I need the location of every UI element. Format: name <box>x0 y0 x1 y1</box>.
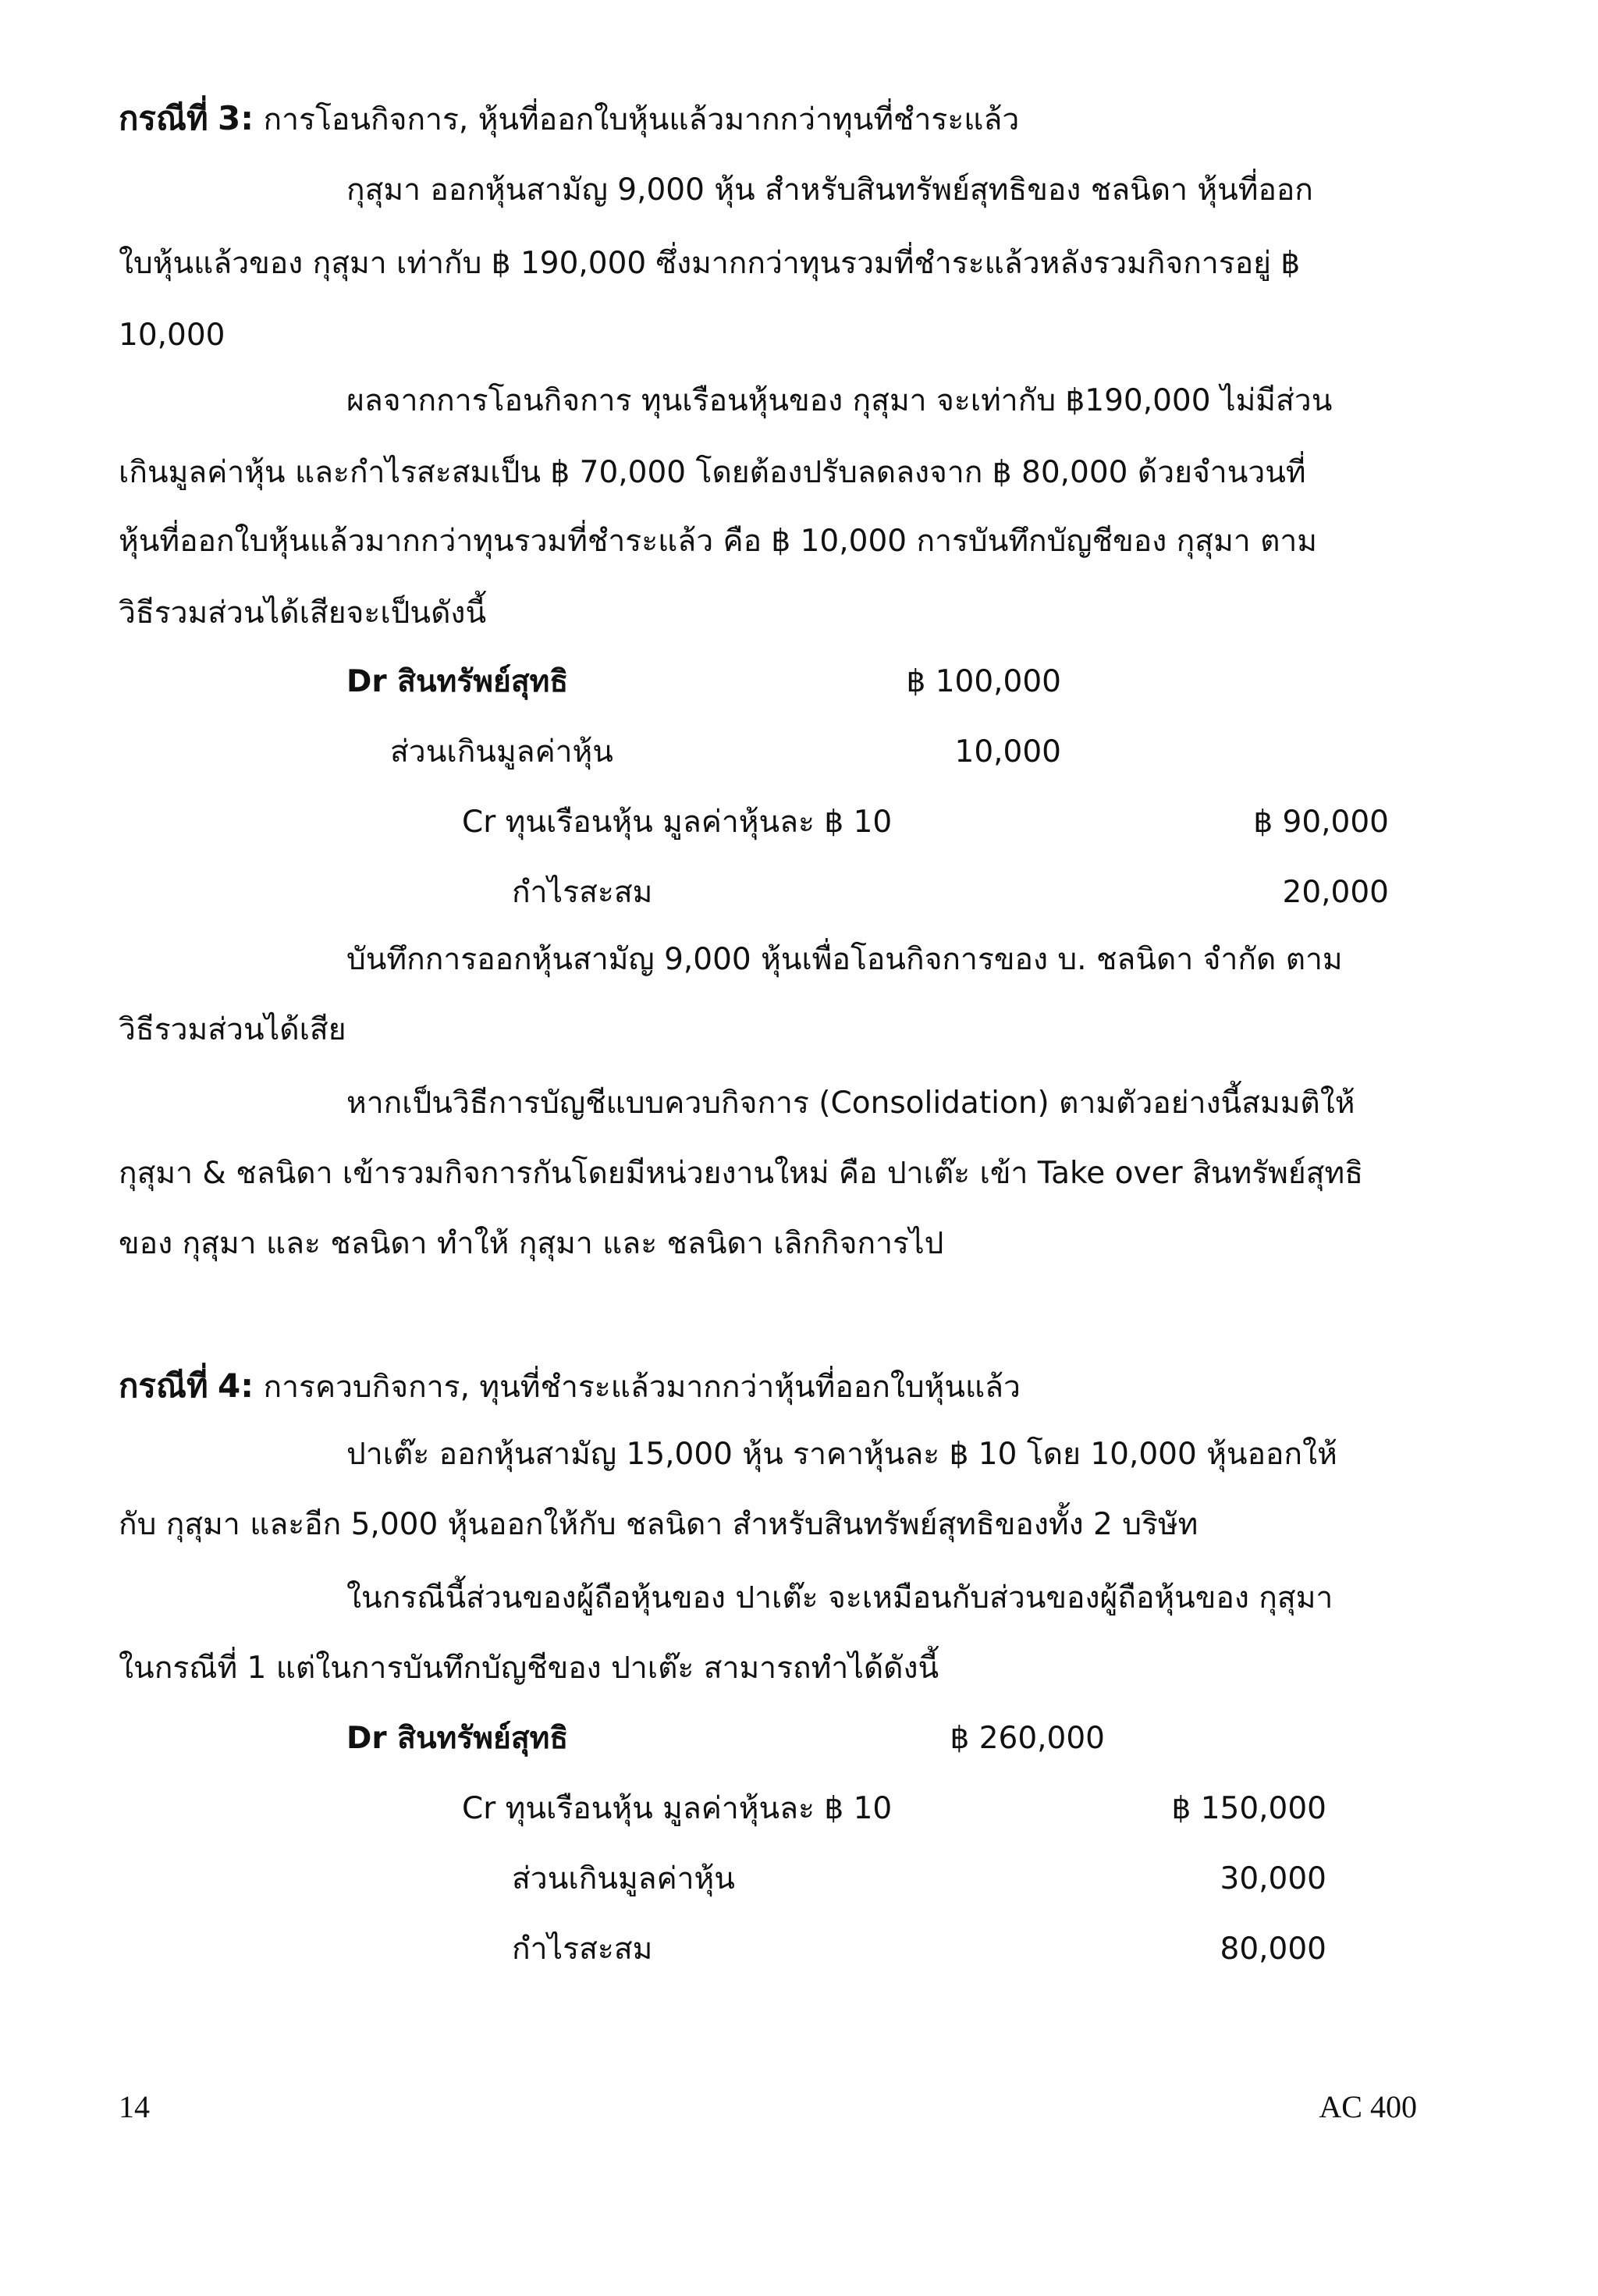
case3-para2-line2: เกินมูลค่าหุ้น และกำไรสะสมเป็น ฿ 70,000 โดยต้องปรับลดลงจาก ฿ 80,000 ด้วยจำนวนที่ <box>119 455 1306 490</box>
case3-entry-debit-1: 10,000 <box>954 734 1061 769</box>
case4-para1-line1: ปาเต๊ะ ออกหุ้นสามัญ 15,000 หุ้น ราคาหุ้นละ ฿ 10 โดย 10,000 หุ้นออกให้ <box>346 1437 1337 1472</box>
case3-entry-credit-3: 20,000 <box>1282 875 1389 910</box>
case3-para3-line3: ของ กุสุมา และ ชลนิดา ทำให้ กุสุมา และ ชลนิดา เลิกกิจการไป <box>119 1226 944 1261</box>
case3-para3-line1: หากเป็นวิธีการบัญชีแบบควบกิจการ (Consolidation) ตามตัวอย่างนี้สมมติให้ <box>346 1086 1355 1121</box>
case4-entry-account-0: Dr สินทรัพย์สุทธิ <box>346 1721 569 1756</box>
case3-entry-account-2: Cr ทุนเรือนหุ้น มูลค่าหุ้นละ ฿ 10 <box>462 805 893 840</box>
case3-entry-account-1: ส่วนเกินมูลค่าหุ้น <box>390 734 613 769</box>
case4-entry-account-3: กำไรสะสม <box>512 1932 653 1967</box>
case3-entry-debit-0: ฿ 100,000 <box>906 664 1061 699</box>
case3-para1-line1: กุสุมา ออกหุ้นสามัญ 9,000 หุ้น สำหรับสินทรัพย์สุทธิของ ชลนิดา หุ้นที่ออก <box>346 172 1313 208</box>
case3-entry-account-3: กำไรสะสม <box>512 875 653 910</box>
case4-para2-line1: ในกรณีนี้ส่วนของผู้ถือหุ้นของ ปาเต๊ะ จะเหมือนกับส่วนของผู้ถือหุ้นของ กุสุมา <box>346 1580 1333 1615</box>
case3-title: การโอนกิจการ, หุ้นที่ออกใบหุ้นแล้วมากกว่าทุนที่ชำระแล้ว <box>263 102 1020 137</box>
case3-entry-account-0: Dr สินทรัพย์สุทธิ <box>346 664 569 699</box>
case4-para2-line2: ในกรณีที่ 1 แต่ในการบันทึกบัญชีของ ปาเต๊ะ สามารถทำได้ดังนี้ <box>119 1651 939 1686</box>
case4-entry-credit-2: 30,000 <box>1220 1861 1326 1896</box>
case4-title: การควบกิจการ, ทุนที่ชำระแล้วมากกว่าหุ้นที่ออกใบหุ้นแล้ว <box>263 1370 1021 1405</box>
case4-label: กรณีที่ <box>119 1367 208 1405</box>
case4-entry-debit-0: ฿ 260,000 <box>950 1721 1105 1756</box>
case3-memo-line2: วิธีรวมส่วนได้เสีย <box>119 1012 346 1047</box>
case4-entry-account-2: ส่วนเกินมูลค่าหุ้น <box>512 1861 735 1896</box>
case3-number: 3: <box>218 99 254 137</box>
case3-para2-line3: หุ้นที่ออกใบหุ้นแล้วมากกว่าทุนรวมที่ชำระแล้ว คือ ฿ 10,000 การบันทึกบัญชีของ กุสุมา ตาม <box>119 524 1318 559</box>
case4-para1-line2: กับ กุสุมา และอีก 5,000 หุ้นออกให้กับ ชลนิดา สำหรับสินทรัพย์สุทธิของทั้ง 2 บริษัท <box>119 1507 1198 1542</box>
case4-heading <box>119 1367 1021 1406</box>
case3-para2-line4: วิธีรวมส่วนได้เสียจะเป็นดังนี้ <box>119 595 487 631</box>
case3-label: กรณีที่ <box>119 99 208 137</box>
case4-entry-credit-3: 80,000 <box>1220 1932 1326 1967</box>
case3-heading <box>119 100 1019 139</box>
case3-para2-line1: ผลจากการโอนกิจการ ทุนเรือนหุ้นของ กุสุมา จะเท่ากับ ฿190,000 ไม่มีส่วน <box>346 383 1333 418</box>
case4-number: 4: <box>218 1367 254 1405</box>
course-code: AC 400 <box>1319 2089 1417 2124</box>
page-number: 14 <box>119 2089 150 2124</box>
case3-memo-line1: บันทึกการออกหุ้นสามัญ 9,000 หุ้นเพื่อโอนกิจการของ บ. ชลนิดา จำกัด ตาม <box>346 942 1343 977</box>
case4-entry-credit-1: ฿ 150,000 <box>1171 1791 1326 1826</box>
case3-para3-line2: กุสุมา & ชลนิดา เข้ารวมกิจการกันโดยมีหน่วยงานใหม่ คือ ปาเต๊ะ เข้า Take over สินทรัพย์สุทธิ <box>119 1156 1364 1191</box>
case3-para1-line2: ใบหุ้นแล้วของ กุสุมา เท่ากับ ฿ 190,000 ซึ่งมากกว่าทุนรวมที่ชำระแล้วหลังรวมกิจการอยู่ ฿ <box>119 246 1301 281</box>
case4-entry-account-1: Cr ทุนเรือนหุ้น มูลค่าหุ้นละ ฿ 10 <box>462 1791 893 1826</box>
case3-entry-credit-2: ฿ 90,000 <box>1253 805 1389 840</box>
case3-para1-line3: 10,000 <box>119 318 225 353</box>
